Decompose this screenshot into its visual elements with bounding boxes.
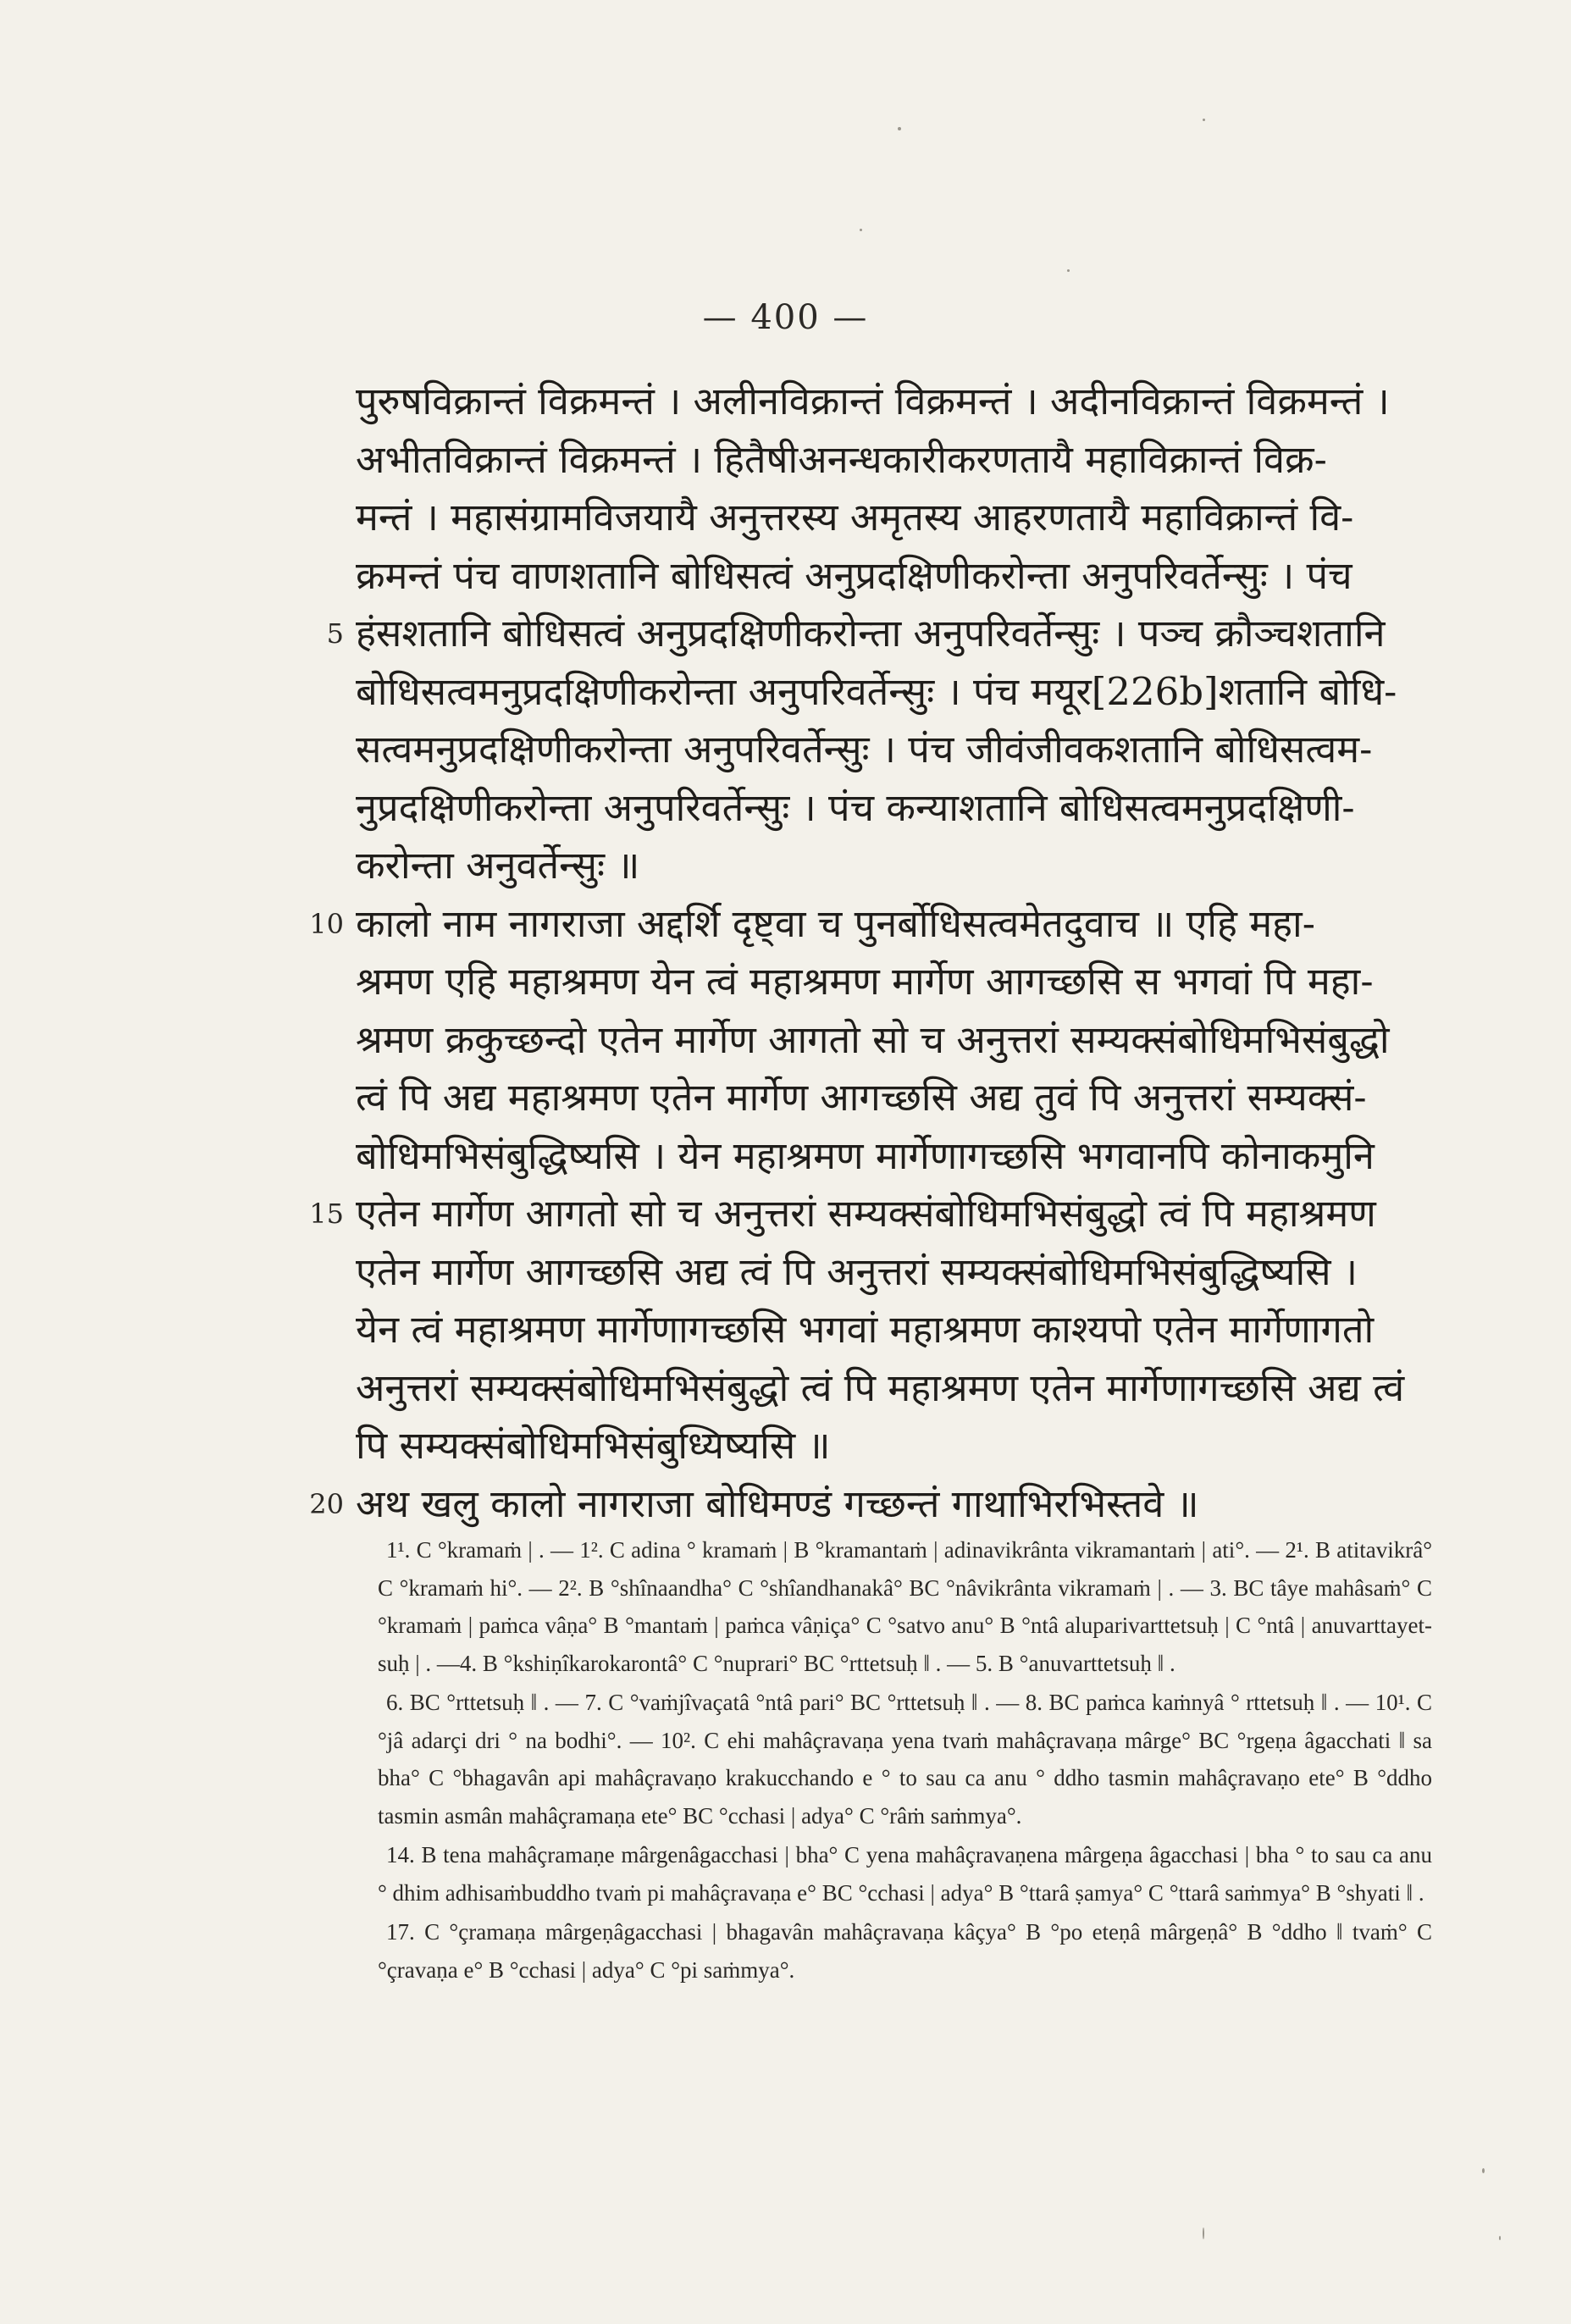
- text-line: [356, 489, 1448, 547]
- text-line: [356, 1359, 1448, 1418]
- line-text: कालो नाम नागराजा अद्दर्शि दृष्ट्वा च पुनर्बोधिसत्वमेतदुवाच ॥ एहि महा-: [356, 900, 1315, 946]
- text-line: [356, 1069, 1448, 1127]
- text-line: [356, 431, 1448, 490]
- footnote-paragraph: 17. C °çramaṇa mârgeṇâgacchasi | bhagavân mahâçravaṇa kâçya° B °po eteṇâ mârgeṇâ° B °ddho ‖ tvaṁ° C °çravaṇa e° B °cchasi | adya° C °pi saṁmya°.: [378, 1919, 1432, 1983]
- footnote-paragraph: 1¹. C °kramaṁ | . — 1². C adina ° kramaṁ | B °kramantaṁ | adinavikrânta vikramantaṁ | ati°. — 2¹. B atitavikrâ° C °kramaṁ hi°. — 2². B °shînaandha° C °shîandhanakâ° BC °nâvikrânta vikramaṁ | . — 3. BC tâye mahâsaṁ° C °kramaṁ | paṁca vâṇa° B °mantaṁ | paṁca vâṇiça° C °satvo anu° B °ntâ aluparivarttetsuḥ | C °ntâ | anuvarttayetsuḥ | . —4. B °kshiṇîkarokarontâ° C °nuprari° BC °rttetsuḥ ‖ . — 5. B °anuvarttetsuḥ ‖ .: [378, 1537, 1432, 1676]
- text-line: [356, 373, 1448, 431]
- text-line: [356, 953, 1448, 1011]
- line-text: मन्तं । महासंग्रामविजयायै अनुत्तरस्य अमृतस्य आहरणतायै महाविक्रान्तं वि-: [356, 495, 1354, 540]
- text-line: [356, 1243, 1448, 1302]
- footnote-paragraph: 6. BC °rttetsuḥ ‖ . — 7. C °vaṁjîvaçatâ °ntâ pari° BC °rttetsuḥ ‖ . — 8. BC paṁca kaṁnyâ ° rttetsuḥ ‖ . — 10¹. C °jâ adarçi dri ° na bodhi°. — 10². C ehi mahâçravaṇa yena tvaṁ mahâçravaṇa mârge° BC °rgeṇa âgacchati ‖ sa bha° C °bhagavân api mahâçravaṇo krakucchando e ° to sau ca anu ° ddho tasmin mahâçravaṇo ete° B °ddho tasmin asmân mahâçramaṇa ete° BC °cchasi | adya° C °râṁ saṁmya°.: [378, 1690, 1432, 1829]
- line-text: येन त्वं महाश्रमण मार्गेणागच्छसि भगवां महाश्रमण काश्यपो एतेन मार्गेणागतो: [356, 1307, 1375, 1352]
- text-line: [356, 837, 1448, 895]
- scan-speck: [1203, 2227, 1204, 2239]
- text-line: [356, 1301, 1448, 1359]
- line-text: एतेन मार्गेण आगतो सो च अनुत्तरां सम्यक्संबोधिमभिसंबुद्धो त्वं पि महाश्रमण: [356, 1191, 1376, 1236]
- text-line: [356, 663, 1448, 722]
- line-text: बोधिमभिसंबुद्धिष्यसि । येन महाश्रमण मार्गेणागच्छसि भगवानपि कोनाकमुनि: [356, 1132, 1375, 1178]
- line-text: अथ खलु कालो नागराजा बोधिमण्डं गच्छन्तं गाथाभिरभिस्तवे ॥: [356, 1480, 1199, 1526]
- line-text: क्रमन्तं पंच वाणशतानि बोधिसत्वं अनुप्रदक्षिणीकरोन्ता अनुपरिवर्तेन्सुः । पंच: [356, 552, 1352, 598]
- text-line: [356, 1011, 1448, 1070]
- scan-speck: [1067, 269, 1070, 272]
- text-line: [309, 1185, 1448, 1243]
- line-text: हंसशतानि बोधिसत्वं अनुप्रदक्षिणीकरोन्ता अनुपरिवर्तेन्सुः । पञ्च क्रौञ्चशतानि: [356, 611, 1386, 656]
- line-text: श्रमण एहि महाश्रमण येन त्वं महाश्रमण मार्गेण आगच्छसि स भगवां पि महा-: [356, 959, 1374, 1004]
- text-line: [356, 779, 1448, 838]
- line-text: श्रमण क्रकुच्छन्दो एतेन मार्गेण आगतो सो च अनुत्तरां सम्यक्संबोधिमभिसंबुद्धो: [356, 1016, 1390, 1062]
- line-number: 5: [326, 617, 344, 650]
- page-number: — 400 —: [702, 298, 869, 337]
- line-number: 20: [309, 1487, 344, 1520]
- scan-speck: [1203, 119, 1205, 121]
- line-text: त्वं पि अद्य महाश्रमण एतेन मार्गेण आगच्छसि अद्य तुवं पि अनुत्तरां सम्यक्सं-: [356, 1075, 1367, 1120]
- text-line: [326, 605, 1448, 663]
- line-text: अभीतविक्रान्तं विक्रमन्तं । हितैषीअनन्धकारीकरणतायै महाविक्रान्तं विक्र-: [356, 436, 1327, 482]
- text-line: [356, 1417, 1448, 1475]
- scan-speck: [1499, 2236, 1501, 2240]
- line-text: पि सम्यक्संबोधिमभिसंबुध्यिष्यसि ॥: [356, 1423, 831, 1468]
- footnotes-block: [378, 1531, 1432, 1989]
- scan-speck: [860, 229, 862, 231]
- scan-speck: [898, 127, 901, 130]
- text-line: [356, 547, 1448, 606]
- text-line: [309, 1475, 1448, 1534]
- line-text: सत्वमनुप्रदक्षिणीकरोन्ता अनुपरिवर्तेन्सुः । पंच जीवंजीवकशतानि बोधिसत्वम-: [356, 727, 1373, 772]
- line-text: अनुत्तरां सम्यक्संबोधिमभिसंबुद्धो त्वं पि महाश्रमण एतेन मार्गेणागच्छसि अद्य त्वं: [356, 1364, 1405, 1410]
- footnote-paragraph: 14. B tena mahâçramaṇe mârgenâgacchasi | bha° C yena mahâçravaṇena mârgeṇa âgacchasi | bha ° to sau ca anu ° dhim adhisaṁbuddho tvaṁ pi mahâçravaṇa e° BC °cchasi | adya° B °ttarâ ṣamya° C °ttarâ saṁmya° B °shyati ‖ .: [378, 1842, 1432, 1906]
- text-line: [309, 895, 1448, 954]
- sanskrit-text-block: [309, 373, 1448, 1533]
- scan-speck: [1482, 2168, 1485, 2173]
- line-text: करोन्ता अनुवर्तेन्सुः ॥: [356, 843, 640, 888]
- line-number: 15: [309, 1198, 344, 1230]
- line-text: पुरुषविक्रान्तं विक्रमन्तं । अलीनविक्रान्तं विक्रमन्तं । अदीनविक्रान्तं विक्रमन्तं ।: [356, 379, 1390, 423]
- text-line: [356, 721, 1448, 779]
- line-number: 10: [309, 907, 344, 940]
- line-text: एतेन मार्गेण आगच्छसि अद्य त्वं पि अनुत्तरां सम्यक्संबोधिमभिसंबुद्धिष्यसि ।: [356, 1248, 1358, 1294]
- line-text: बोधिसत्वमनुप्रदक्षिणीकरोन्ता अनुपरिवर्तेन्सुः । पंच मयूर[226b]शतानि बोधि-: [356, 668, 1397, 714]
- line-text: नुप्रदक्षिणीकरोन्ता अनुपरिवर्तेन्सुः । पंच कन्याशतानि बोधिसत्वमनुप्रदक्षिणी-: [356, 784, 1355, 830]
- text-line: [356, 1127, 1448, 1186]
